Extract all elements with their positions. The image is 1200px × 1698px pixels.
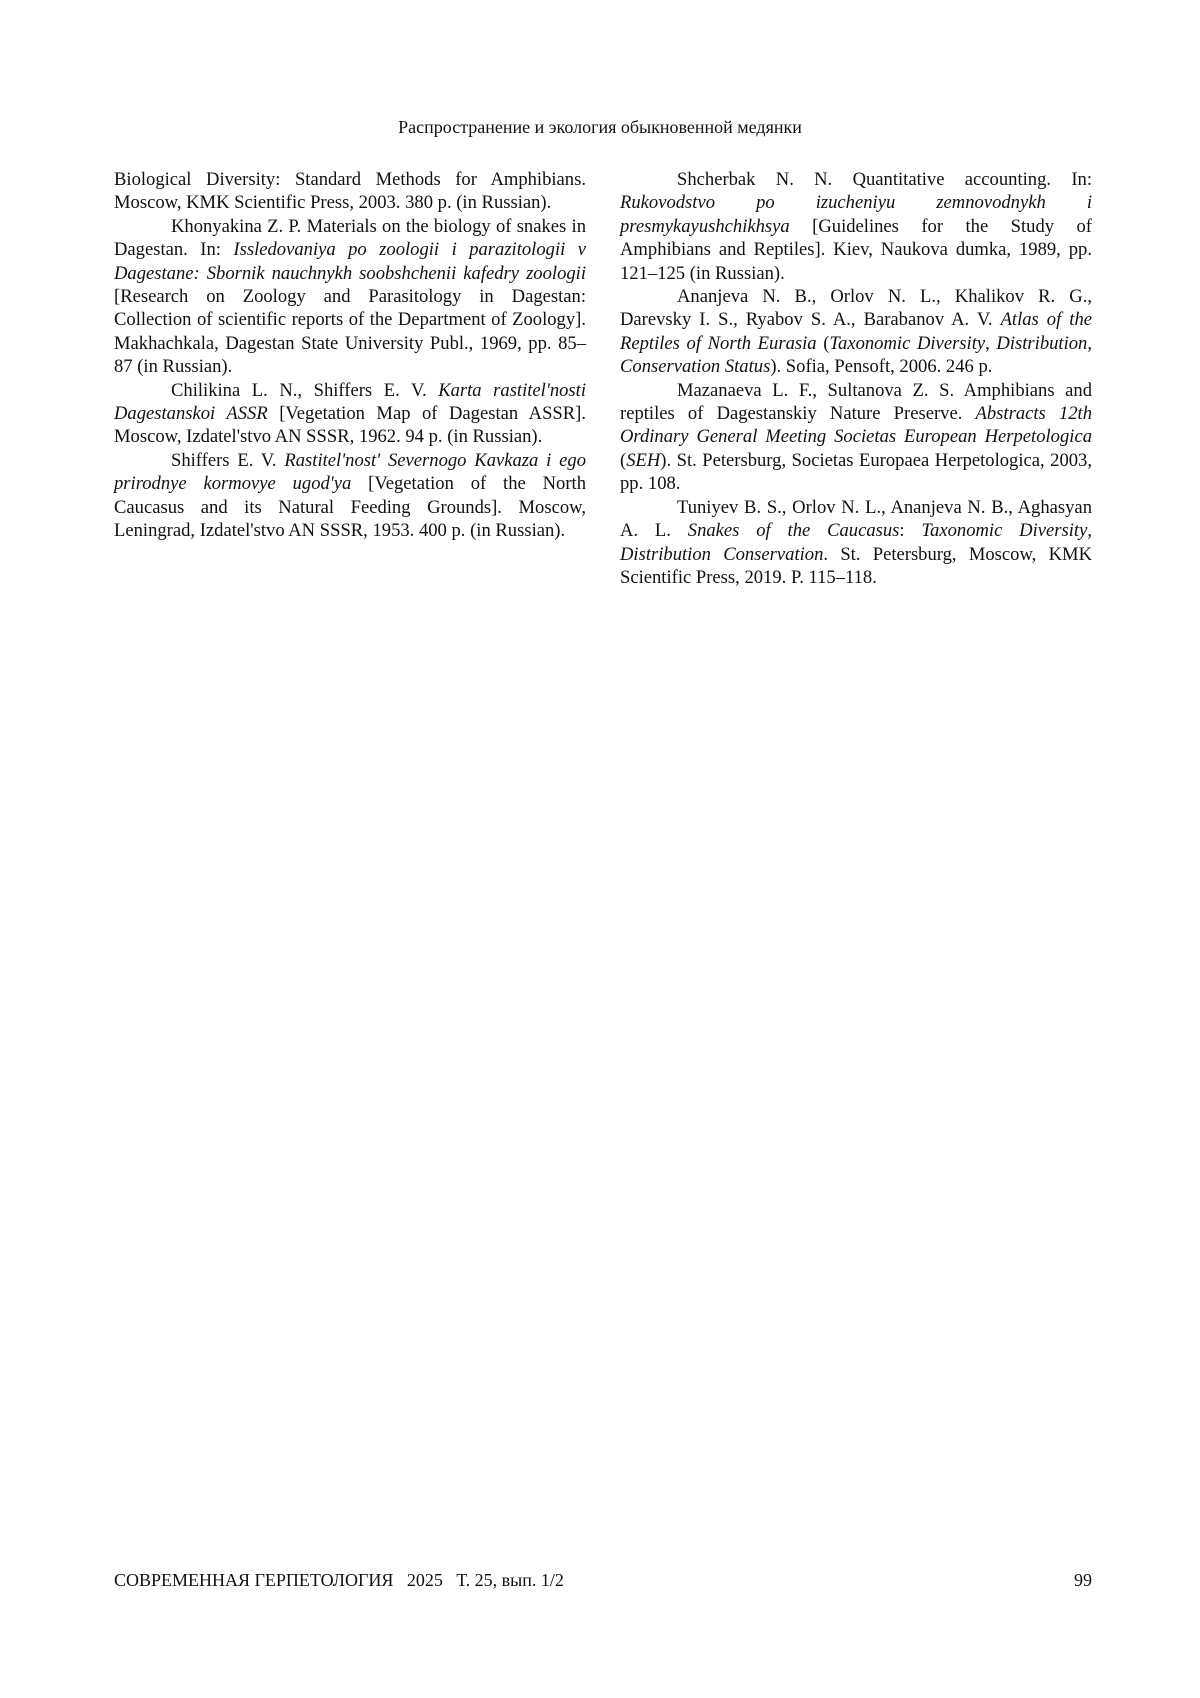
reference-entry [620,379,1092,496]
reference-text: , [1087,332,1092,354]
reference-text: Biological Diversity: Standard Methods for Amphibians. Moscow, KMK Scientific Press, 2003. 380 p. (in Russian). [114,169,586,214]
reference-title-italic: Atlas of the Reptiles of North Eurasia [620,309,1092,354]
reference-entry [114,449,586,543]
reference-text: . St. Petersburg, Moscow, KMK Scientific Press, 2019. P. 115–118. [620,543,1092,588]
reference-text: , [985,332,997,354]
reference-text: ). St. Petersburg, Societas Europaea Herpetologica, 2003, pp. 108. [620,449,1092,495]
reference-text: [Research on Zoology and Parasitology in Dagestan: Collection of scientific reports of the Department of Zoology]. Makhachkala, Dagestan State University Publ., 1969, pp. 85–87 (in Russian). [114,286,586,378]
reference-title-italic: Rastitel'nost' Severnogo Kavkaza i ego prirodnye kormovye ugod'ya [114,449,587,495]
reference-text: ( [620,449,627,471]
reference-title-italic: Taxonomic Diversity [829,332,986,354]
reference-text: Ananjeva N. B., Orlov N. L., Khalikov R. G., Darevsky I. S., Ryabov S. A., Barabanov A. V. [620,286,1092,331]
reference-title-italic: Distribution Conservation [620,543,824,565]
reference-text: ). Sofia, Pensoft, 2006. 246 p. [770,356,993,378]
reference-title-italic: Karta rastitel'nosti Dagestanskoi ASSR [114,379,586,425]
reference-column-left [114,168,586,543]
reference-title-italic: Taxonomic Diversity [921,520,1088,542]
reference-title-italic: SEH [626,449,661,471]
reference-entry [114,168,586,215]
reference-entry [114,215,586,379]
reference-entry [620,168,1092,285]
reference-text: [Vegetation Map of Dagestan ASSR]. Moscow, Izdatel'stvo AN SSSR, 1962. 94 p. (in Russian). [114,403,586,448]
running-title: Распространение и экология обыкновенной медянки [398,117,802,137]
reference-text: Chilikina L. N., Shiffers E. V. [171,379,439,401]
reference-text: : [899,520,922,542]
reference-title-italic: Abstracts 12th Ordinary General Meeting Societas European Herpetologica [620,403,1093,448]
reference-entry [620,285,1092,379]
reference-text: Tuniyev B. S., Orlov N. L., Ananjeva N. B., Aghasyan A. L. [620,496,1092,542]
reference-title-italic: Distribution [996,332,1088,354]
reference-text: , [1087,520,1092,542]
reference-column-right [620,168,1092,589]
reference-title-italic: Conservation Status [620,356,771,378]
journal-issue: СОВРЕМЕННАЯ ГЕРПЕТОЛОГИЯ 2025 Т. 25, вып. 1/2 [114,1570,564,1590]
reference-text: Shcherbak N. N. Quantitative accounting. In: [677,169,1092,190]
reference-title-italic: Snakes of the Caucasus [687,520,900,542]
reference-title-italic: Issledovaniya po zoologii i parazitologii v Dagestane: Sbornik nauchnykh soobshchenii kafedry zoologii [114,239,586,284]
reference-text: Khonyakina Z. P. Materials on the biology of snakes in Dagestan. In: [114,215,586,261]
reference-title-italic: Rukovodstvo po izucheniyu zemnovodnykh i presmykayushchikhsya [620,192,1092,237]
reference-text: ( [816,332,830,354]
reference-text: Shiffers E. V. [171,449,285,471]
reference-entry [114,379,586,449]
reference-text: [Vegetation of the North Caucasus and its Natural Feeding Grounds]. Moscow, Leningrad, Izdatel'stvo AN SSSR, 1953. 400 p. (in Russian). [114,473,587,542]
reference-text: [Guidelines for the Study of Amphibians and Reptiles]. Kiev, Naukova dumka, 1989, pp. 121–125 (in Russian). [620,215,1092,284]
reference-entry [620,496,1092,590]
page-number: 99 [1074,1570,1092,1590]
reference-text: Mazanaeva L. F., Sultanova Z. S. Amphibians and reptiles of Dagestanskiy Nature Preserve. [620,379,1092,425]
